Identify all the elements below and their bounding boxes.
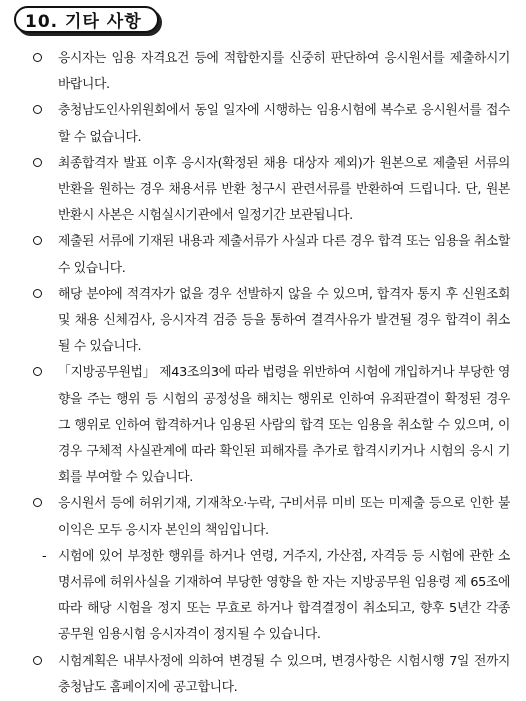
- sub-list-item: [42, 544, 510, 649]
- circle-bullet-icon: [33, 656, 42, 665]
- list-item: [58, 151, 510, 230]
- list-item-text: 시험계획은 내부사정에 의하여 변경될 수 있으며, 변경사항은 시험시행 7일 전까지 충청남도 홈페이지에 공고합니다.: [58, 653, 510, 695]
- notice-list: [0, 46, 526, 701]
- list-item: [58, 282, 510, 361]
- list-item-text: 응시원서 등에 허위기재, 기재착오·누락, 구비서류 미비 또는 미제출 등으로 인한 불이익은 모두 응시자 본인의 책임입니다.: [58, 496, 510, 538]
- list-item-text: 응시자는 임용 자격요건 등에 적합한지를 신중히 판단하여 응시원서를 제출하시기 바랍니다.: [58, 51, 510, 93]
- circle-bullet-icon: [33, 236, 42, 245]
- list-item: [58, 46, 510, 98]
- list-item-text: 충청남도인사위원회에서 동일 일자에 시행하는 임용시험에 복수로 응시원서를 접수할 수 없습니다.: [58, 103, 510, 145]
- dash-marker: -: [42, 548, 47, 564]
- sub-list-item-text: 시험에 있어 부정한 행위를 하거나 연령, 거주지, 가산점, 자격등 등 시험에 관한 소명서류에 허위사실을 기재하여 부당한 영향을 한 자는 지방공무원 임용령 제 65조에 따라 해당 시험을 정지 또는 무효로 하거나 합격결정이 취소되고, 향후 5년간 각종 공무원 임용시험 응시자격이 정지될 수 있습니다.: [58, 548, 510, 643]
- list-item: [58, 649, 510, 701]
- list-item-text: 제출된 서류에 기재된 내용과 제출서류가 사실과 다른 경우 합격 또는 임용을 취소할 수 있습니다.: [58, 234, 510, 276]
- list-item: [58, 98, 510, 150]
- section-title: 10. 기타 사항: [25, 12, 142, 32]
- circle-bullet-icon: [33, 53, 42, 62]
- circle-bullet-icon: [33, 289, 42, 298]
- list-item-text: 해당 분야에 적격자가 없을 경우 선발하지 않을 수 있으며, 합격자 통지 후 신원조회 및 채용 신체검사, 응시자격 검증 등을 통하여 결격사유가 발견될 경우 합격이 취소될 수 있습니다.: [58, 286, 510, 355]
- circle-bullet-icon: [33, 105, 42, 114]
- circle-bullet-icon: [33, 367, 42, 376]
- list-item: [58, 360, 510, 491]
- list-item-text: 「지방공무원법」 제43조의3에 따라 법령을 위반하여 시험에 개입하거나 부당한 영향을 주는 행위 등 시험의 공정성을 해치는 행위로 인하여 유죄판결이 확정된 경우 그 행위로 인하여 합격하거나 임용된 사람의 합격 또는 임용을 취소할 수 있으며, 이 경우 구체적 사실관계에 따라 확인된 피해자를 추가로 합격시키거나 시험의 응시 기회를 부여할 수 있습니다.: [58, 365, 510, 486]
- circle-bullet-icon: [33, 158, 42, 167]
- section-title-box: [14, 6, 159, 33]
- list-item: [58, 491, 510, 543]
- circle-bullet-icon: [33, 498, 42, 507]
- list-item: [58, 229, 510, 281]
- list-item-text: 최종합격자 발표 이후 응시자(확정된 채용 대상자 제외)가 원본으로 제출된 서류의 반환을 원하는 경우 채용서류 반환 청구시 관련서류를 반환하여 드립니다. 단, 원본 반환시 사본은 시험실시기관에서 일정기간 보관됩니다.: [58, 155, 510, 224]
